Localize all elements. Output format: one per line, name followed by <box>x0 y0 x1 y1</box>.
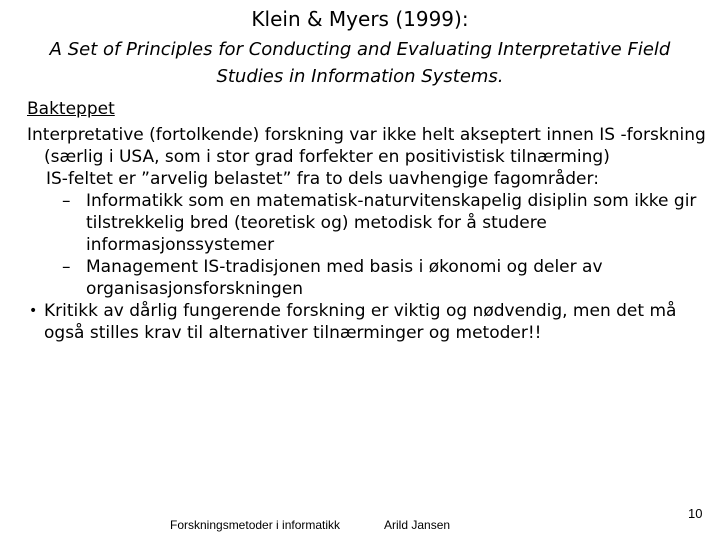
sub-item-management <box>27 256 707 300</box>
sub-item-informatics-text: Informatikk som en matematisk-naturvitenskapelig disiplin som ikke gir tilstrekkelig bred (teoretisk og) metodisk for å studere informasjonssystemer <box>86 191 697 255</box>
slide-title: Klein & Myers (1999): <box>251 7 469 31</box>
slide-body <box>27 124 707 344</box>
dash-marker: – <box>62 257 71 277</box>
dash-marker: – <box>62 191 71 211</box>
is-field-paragraph: IS-feltet er ”arvelig belastet” fra to dels uavhengige fagområder: <box>46 169 599 189</box>
sub-item-management-text: Management IS-tradisjonen med basis i økonomi og deler av organisasjonsforskningen <box>86 257 603 299</box>
page-number: 10 <box>688 506 703 521</box>
slide-subtitle: A Set of Principles for Conducting and Evaluating Interpretative Field Studies in Information Systems. <box>49 39 671 87</box>
section-heading: Bakteppet <box>27 99 115 119</box>
critique-bullet <box>27 300 707 344</box>
intro-paragraph: Interpretative (fortolkende) forskning var ikke helt akseptert innen IS -forskning (særlig i USA, som i stor grad forfekter en positivistisk tilnærming) <box>27 125 706 167</box>
footer-author: Arild Jansen <box>384 518 451 532</box>
footer-course: Forskningsmetoder i informatikk <box>170 518 341 532</box>
critique-text: Kritikk av dårlig fungerende forskning er viktig og nødvendig, men det må også stilles krav til alternativer tilnærminger og metoder!! <box>44 301 677 343</box>
sub-item-informatics <box>27 190 707 256</box>
bullet-marker: • <box>29 303 38 319</box>
